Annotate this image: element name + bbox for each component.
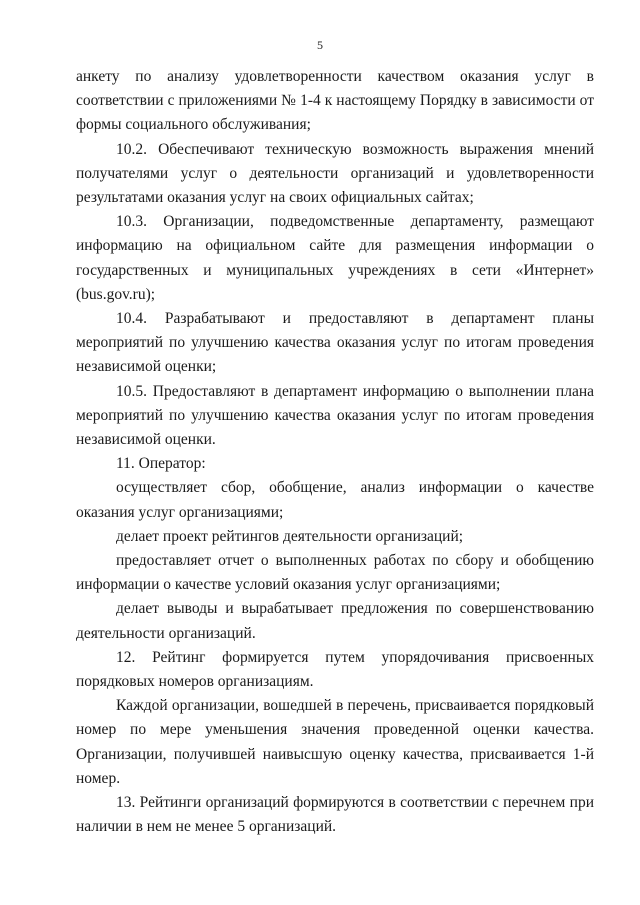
paragraph-1: анкету по анализу удовлетворенности качеством оказания услуг в соответствии с приложениями № 1-4 к настоящему Порядку в зависимости от формы социального обслуживания; [76,68,594,134]
paragraph-10-4: 10.4. Разрабатывают и предоставляют в департамент планы мероприятий по улучшению качества оказания услуг по итогам проведения независимой оценки; [76,310,594,376]
paragraph-13: 13. Рейтинги организаций формируются в соответствии с перечнем при наличии в нем не менее 5 организаций. [76,794,594,836]
paragraph-11-item-3: предоставляет отчет о выполненных работах по сбору и обобщению информации о качестве условий оказания услуг организациями; [76,552,594,594]
paragraph-12-detail: Каждой организации, вошедшей в перечень, присваивается порядковый номер по мере уменьшения значения проведенной оценки качества. Организации, получившей наивысшую оценку качества, присваивается 1-й номер. [76,697,594,787]
paragraph-11-item-1: осуществляет сбор, обобщение, анализ информации о качестве оказания услуг организациями; [76,479,594,521]
document-body [76,65,594,840]
paragraph-11: 11. Оператор: [116,455,206,473]
paragraph-10-5: 10.5. Предоставляют в департамент информацию о выполнении плана мероприятий по улучшению качества оказания услуг по итогам проведения независимой оценки. [76,382,594,449]
paragraph-10-3: 10.3. Организации, подведомственные департаменту, размещают информацию на официальном сайте для размещения информации о государственных и муниципальных учреждениях в сети «Интернет» (bus.gov.ru); [76,213,594,303]
paragraph-10-2: 10.2. Обеспечивают техническую возможность выражения мнений получателями услуг о деятельности организаций и удовлетворенности результатами оказания услуг на своих официальных сайтах; [76,140,594,207]
page-number: 5 [317,38,323,52]
paragraph-11-item-4: делает выводы и вырабатывает предложения по совершенствованию деятельности организаций. [76,600,594,642]
paragraph-12: 12. Рейтинг формируется путем упорядочивания присвоенных порядковых номеров организациям. [76,648,594,691]
paragraph-11-item-2: делает проект рейтингов деятельности организаций; [116,527,464,545]
